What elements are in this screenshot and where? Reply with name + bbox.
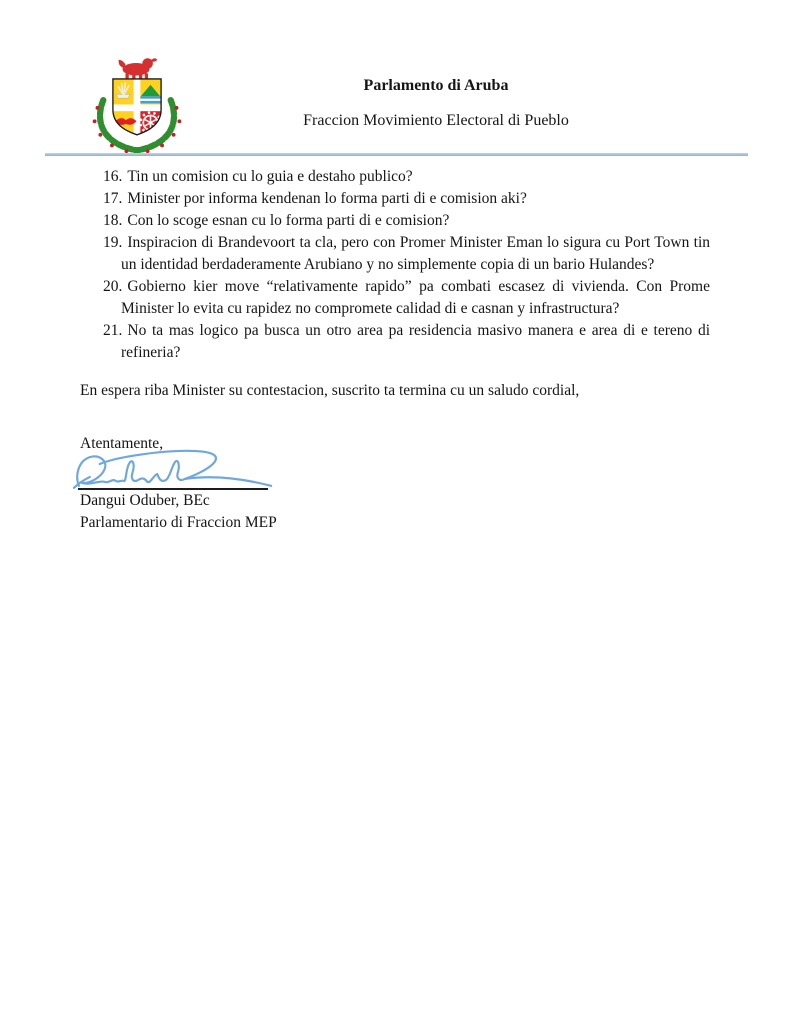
letterhead-title: Parlamento di Aruba bbox=[363, 77, 509, 94]
question-text: Minister por informa kendenan lo forma parti di e comision aki? bbox=[127, 190, 527, 207]
question-number: 17. bbox=[103, 190, 123, 207]
question-text: Gobierno kier move “relativamente rapido” pa combati escasez di vivienda. Con Prome Minister lo evita cu rapidez no compromete calidad di e casnan y infrastructura? bbox=[121, 278, 710, 317]
question-item-18 bbox=[103, 210, 710, 232]
question-number: 18. bbox=[103, 212, 123, 229]
closing-paragraph: En espera riba Minister su contestacion, suscrito ta termina cu un saludo cordial, bbox=[80, 382, 580, 399]
handwritten-signature bbox=[72, 446, 280, 494]
question-number: 16. bbox=[103, 168, 123, 185]
question-item-20 bbox=[103, 276, 710, 320]
question-text: Inspiracion di Brandevoort ta cla, pero con Promer Minister Eman lo sigura cu Port Town tin un identidad berdaderamente Arubiano y no simplemente copia di un bario Hulandes? bbox=[121, 234, 710, 273]
header-divider-rule bbox=[45, 153, 748, 156]
question-item-19 bbox=[103, 232, 710, 276]
question-text: Con lo scoge esnan cu lo forma parti di e comision? bbox=[127, 212, 450, 229]
question-item-16 bbox=[103, 166, 710, 188]
question-item-21 bbox=[103, 320, 710, 364]
question-text: Tin un comision cu lo guia e destaho publico? bbox=[127, 168, 413, 185]
salutation: Atentamente, bbox=[80, 435, 164, 452]
question-number: 20. bbox=[103, 278, 123, 295]
letterhead-subtitle: Fraccion Movimiento Electoral di Pueblo bbox=[303, 112, 569, 129]
question-text: No ta mas logico pa busca un otro area pa residencia masivo manera e area di e tereno di refineria? bbox=[121, 322, 710, 361]
signer-name: Dangui Oduber, BEc bbox=[80, 492, 210, 509]
question-item-17 bbox=[103, 188, 710, 210]
question-number: 19. bbox=[103, 234, 123, 251]
question-list bbox=[103, 166, 710, 364]
aruba-coat-of-arms-logo bbox=[84, 50, 190, 156]
signer-title: Parlamentario di Fraccion MEP bbox=[80, 514, 277, 531]
question-number: 21. bbox=[103, 322, 123, 339]
